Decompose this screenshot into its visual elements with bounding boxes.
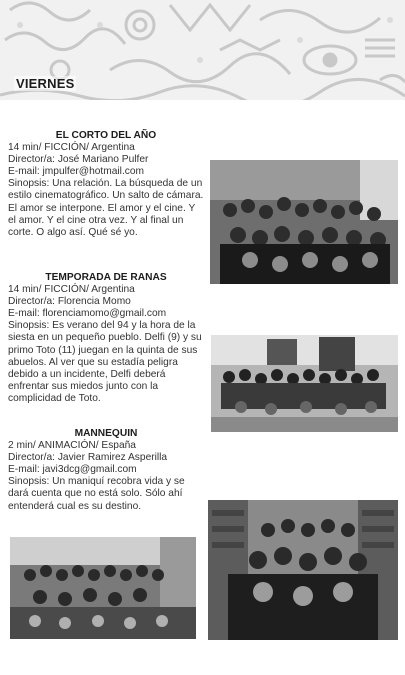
film-meta: 14 min/ FICCIÓN/ Argentina bbox=[8, 142, 135, 154]
film-meta: 2 min/ ANIMACIÓN/ España bbox=[8, 440, 136, 452]
film-entry-2 bbox=[8, 272, 204, 405]
film-director: Director/a: Javier Ramirez Asperilla bbox=[8, 452, 168, 464]
day-heading: VIERNES bbox=[16, 76, 75, 91]
tribal-pattern-header bbox=[0, 0, 405, 100]
film-director: Director/a: Florencia Momo bbox=[8, 296, 131, 308]
film-title: EL CORTO DEL AÑO bbox=[55, 130, 157, 141]
film-entry-3 bbox=[8, 428, 204, 513]
festival-poster bbox=[319, 337, 355, 371]
film-email: E-mail: jmpulfer@hotmail.com bbox=[8, 166, 145, 178]
film-synopsis: Sinopsis: Una relación. La búsqueda de un estilo cinematográfico. Un salto de cámara. El amor se interpone. El amor y el cine. Y el amor. Y el cine otra vez. Y al final un corte. O algo así. Qué sé yo. bbox=[8, 178, 204, 238]
film-title: MANNEQUIN bbox=[74, 428, 138, 439]
film-synopsis: Sinopsis: Un maniquí recobra vida y se dará cuenta que no está solo. Sólo ahí entenderá cual es su destino. bbox=[8, 476, 185, 512]
group-photo-1 bbox=[210, 160, 398, 284]
film-email: E-mail: florenciamomo@gmail.com bbox=[8, 308, 167, 320]
film-meta: 14 min/ FICCIÓN/ Argentina bbox=[8, 284, 135, 296]
film-synopsis: Sinopsis: Es verano del 94 y la hora de la siesta en un pequeño pueblo. Delfi (9) y su primo Toto (11) juegan en la quinta de sus abuelos. Al ver que su estadía peligra debido a un incidente, Delfi deberá enfrentar sus miedos junto con la complicidad de Toto. bbox=[8, 320, 202, 404]
film-entry-1 bbox=[8, 130, 204, 239]
group-photo-3 bbox=[10, 537, 196, 639]
film-title: TEMPORADA DE RANAS bbox=[45, 272, 167, 283]
film-email: E-mail: javi3dcg@gmail.com bbox=[8, 464, 137, 476]
film-director: Director/a: José Mariano Pulfer bbox=[8, 154, 149, 166]
group-photo-4 bbox=[208, 500, 398, 640]
group-photo-2 bbox=[211, 335, 398, 432]
